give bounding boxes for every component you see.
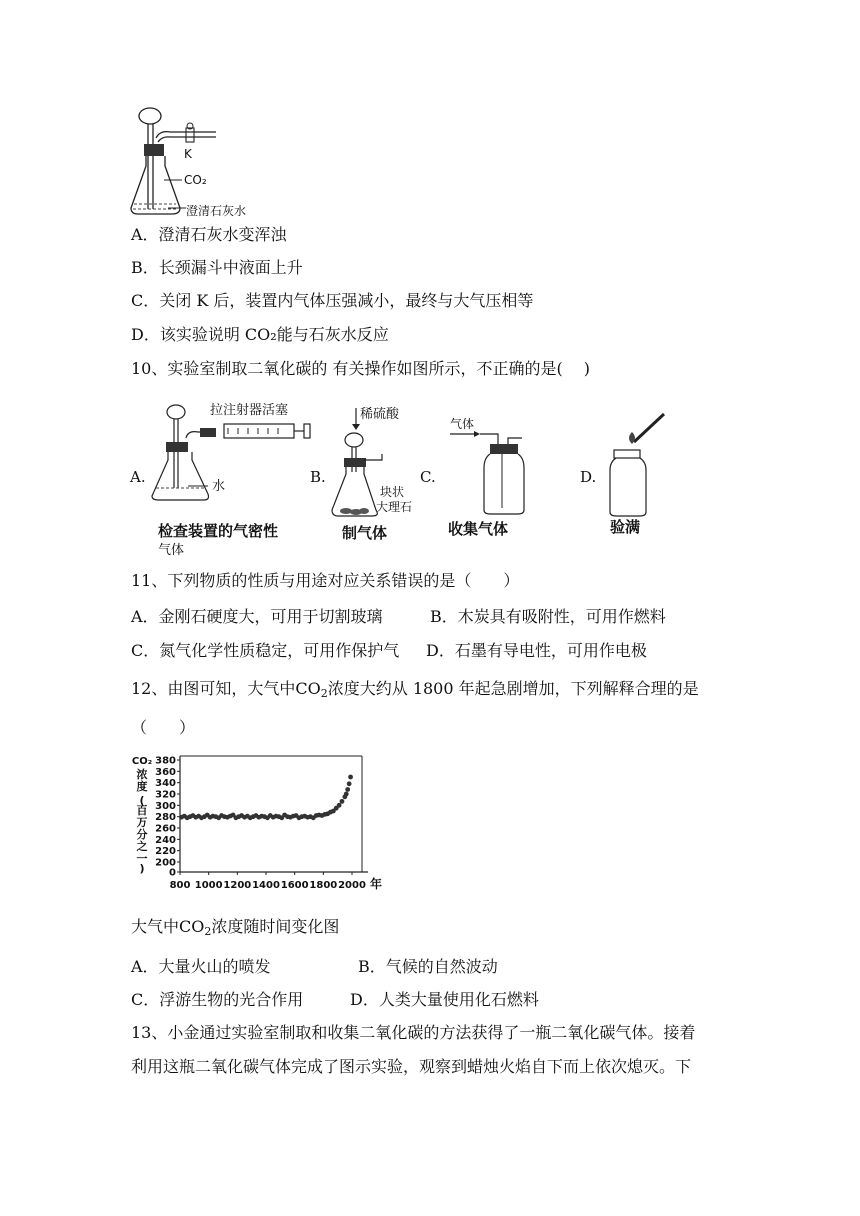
q9-co2-label: CO₂ — [184, 173, 207, 187]
q10-caption-c: 收集气体 — [448, 520, 509, 538]
q12-stem-post: 浓度大约从 1800 年起急剧增加，下列解释合理的是 — [327, 679, 699, 698]
y-axis-label-char: 度 — [136, 780, 148, 793]
y-tick-label: 340 — [155, 778, 176, 790]
q12-option-d: D．人类大量使用化石燃料 — [350, 990, 539, 1009]
x-axis-label: 年 — [370, 877, 383, 891]
x-tick-label: 1400 — [252, 880, 280, 891]
y-tick-label: 0 — [169, 867, 176, 879]
y-axis-label-char: 百 — [136, 804, 148, 817]
q10-letter-c: C. — [420, 468, 436, 486]
q9-option-b: B．长颈漏斗中液面上升 — [131, 258, 303, 277]
q11-option-d: D．石墨有导电性，可用作电极 — [426, 641, 647, 660]
q12-caption-sub: 2 — [204, 925, 212, 938]
y-tick-label: 380 — [155, 755, 176, 767]
data-point — [348, 775, 353, 780]
q11-stem: 11、下列物质的性质与用途对应关系错误的是（ ） — [131, 571, 520, 590]
q10-gas-label: 气体 — [450, 417, 475, 431]
x-tick-label: 1000 — [194, 880, 223, 891]
q12-option-c: C．浮游生物的光合作用 — [131, 990, 304, 1009]
x-tick-label: 2000 — [338, 880, 366, 891]
q9-apparatus-figure — [128, 104, 278, 220]
q12-stem — [131, 678, 699, 705]
q12-option-a: A．大量火山的喷发 — [131, 957, 271, 976]
q13-line-2: 利用这瓶二氧化碳气体完成了图示实验，观察到蜡烛火焰自下而上依次熄灭。下 — [131, 1057, 692, 1076]
y-axis-label-char: 之 — [136, 840, 148, 853]
q10-stray-label: 气体 — [158, 543, 185, 558]
q11-option-a: A．金刚石硬度大，可用于切割玻璃 — [131, 607, 383, 626]
y-tick-label: 220 — [155, 846, 176, 858]
y-tick-label: 200 — [155, 857, 176, 869]
q11-option-c: C．氮气化学性质稳定，可用作保护气 — [131, 641, 400, 660]
q10-letter-a: A. — [130, 468, 146, 486]
data-point — [337, 803, 342, 808]
y-tick-label: 280 — [155, 812, 176, 824]
q10-syringe-label: 拉注射器活塞 — [210, 403, 289, 418]
x-tick-label: 1600 — [280, 880, 309, 891]
y-axis-label-char: 分 — [136, 828, 148, 841]
x-tick-label: 1200 — [223, 880, 252, 891]
q12-stem-co: CO — [295, 679, 321, 698]
q10-caption-d: 验满 — [610, 518, 641, 536]
q9-k-label: K — [184, 147, 192, 161]
q10-marble-label-2: 大理石 — [376, 500, 413, 514]
q9-option-d: D．该实验说明 CO₂能与石灰水反应 — [131, 325, 389, 344]
q12-caption-pre: 大气中 — [131, 917, 180, 936]
q12-paren: （ ） — [131, 718, 196, 737]
data-point — [340, 799, 345, 804]
q13-line-1: 13、小金通过实验室制取和收集二氧化碳的方法获得了一瓶二氧化碳气体。接着 — [131, 1023, 696, 1042]
q12-option-b: B．气候的自然波动 — [358, 957, 498, 976]
q10-figure — [128, 398, 688, 558]
q12-stem-sub: 2 — [320, 687, 328, 700]
y-tick-label: 320 — [155, 789, 176, 801]
q12-caption-post: 浓度随时间变化图 — [211, 917, 340, 936]
q10-water-label: 水 — [212, 479, 226, 494]
y-axis-label-char: 万 — [136, 816, 148, 829]
q9-option-a: A．澄清石灰水变浑浊 — [131, 225, 287, 244]
q10-stem: 10、实验室制取二氧化碳的 有关操作如图所示，不正确的是( ) — [131, 359, 591, 378]
q10-marble-label-1: 块状 — [380, 485, 405, 499]
y-tick-label: 360 — [155, 766, 176, 778]
y-tick-label: 260 — [155, 823, 176, 835]
y-axis-label-char: ) — [139, 862, 145, 875]
q12-caption — [131, 916, 339, 943]
data-point — [347, 781, 352, 786]
data-point — [345, 787, 350, 792]
q10-acid-label: 稀硫酸 — [360, 407, 400, 422]
q10-letter-b: B. — [310, 468, 326, 486]
y-tick-label: 240 — [155, 834, 176, 846]
y-axis-label-char: 浓 — [136, 768, 148, 781]
q10-caption-b: 制气体 — [342, 524, 388, 542]
q9-limewater-label: 澄清石灰水 — [186, 204, 247, 218]
y-tick-label: 300 — [155, 800, 176, 812]
q10-letter-d: D. — [580, 468, 597, 486]
data-point — [344, 792, 349, 797]
y-axis-label-char: ( — [139, 794, 145, 807]
q11-option-b: B．木炭具有吸附性，可用作燃料 — [430, 607, 666, 626]
y-axis-label-char: 一 — [136, 852, 148, 865]
q10-caption-a: 检查装置的气密性 — [158, 522, 279, 540]
x-tick-label: 800 — [169, 880, 191, 891]
co2-chart — [128, 754, 398, 900]
x-tick-label: 1800 — [309, 880, 338, 891]
q12-stem-pre: 12、由图可知，大气中 — [131, 679, 296, 698]
q12-caption-co: CO — [179, 917, 205, 936]
q9-option-c: C．关闭 K 后，装置内气体压强减小，最终与大气压相等 — [131, 291, 534, 310]
y-axis-label-char: CO₂ — [131, 756, 153, 767]
